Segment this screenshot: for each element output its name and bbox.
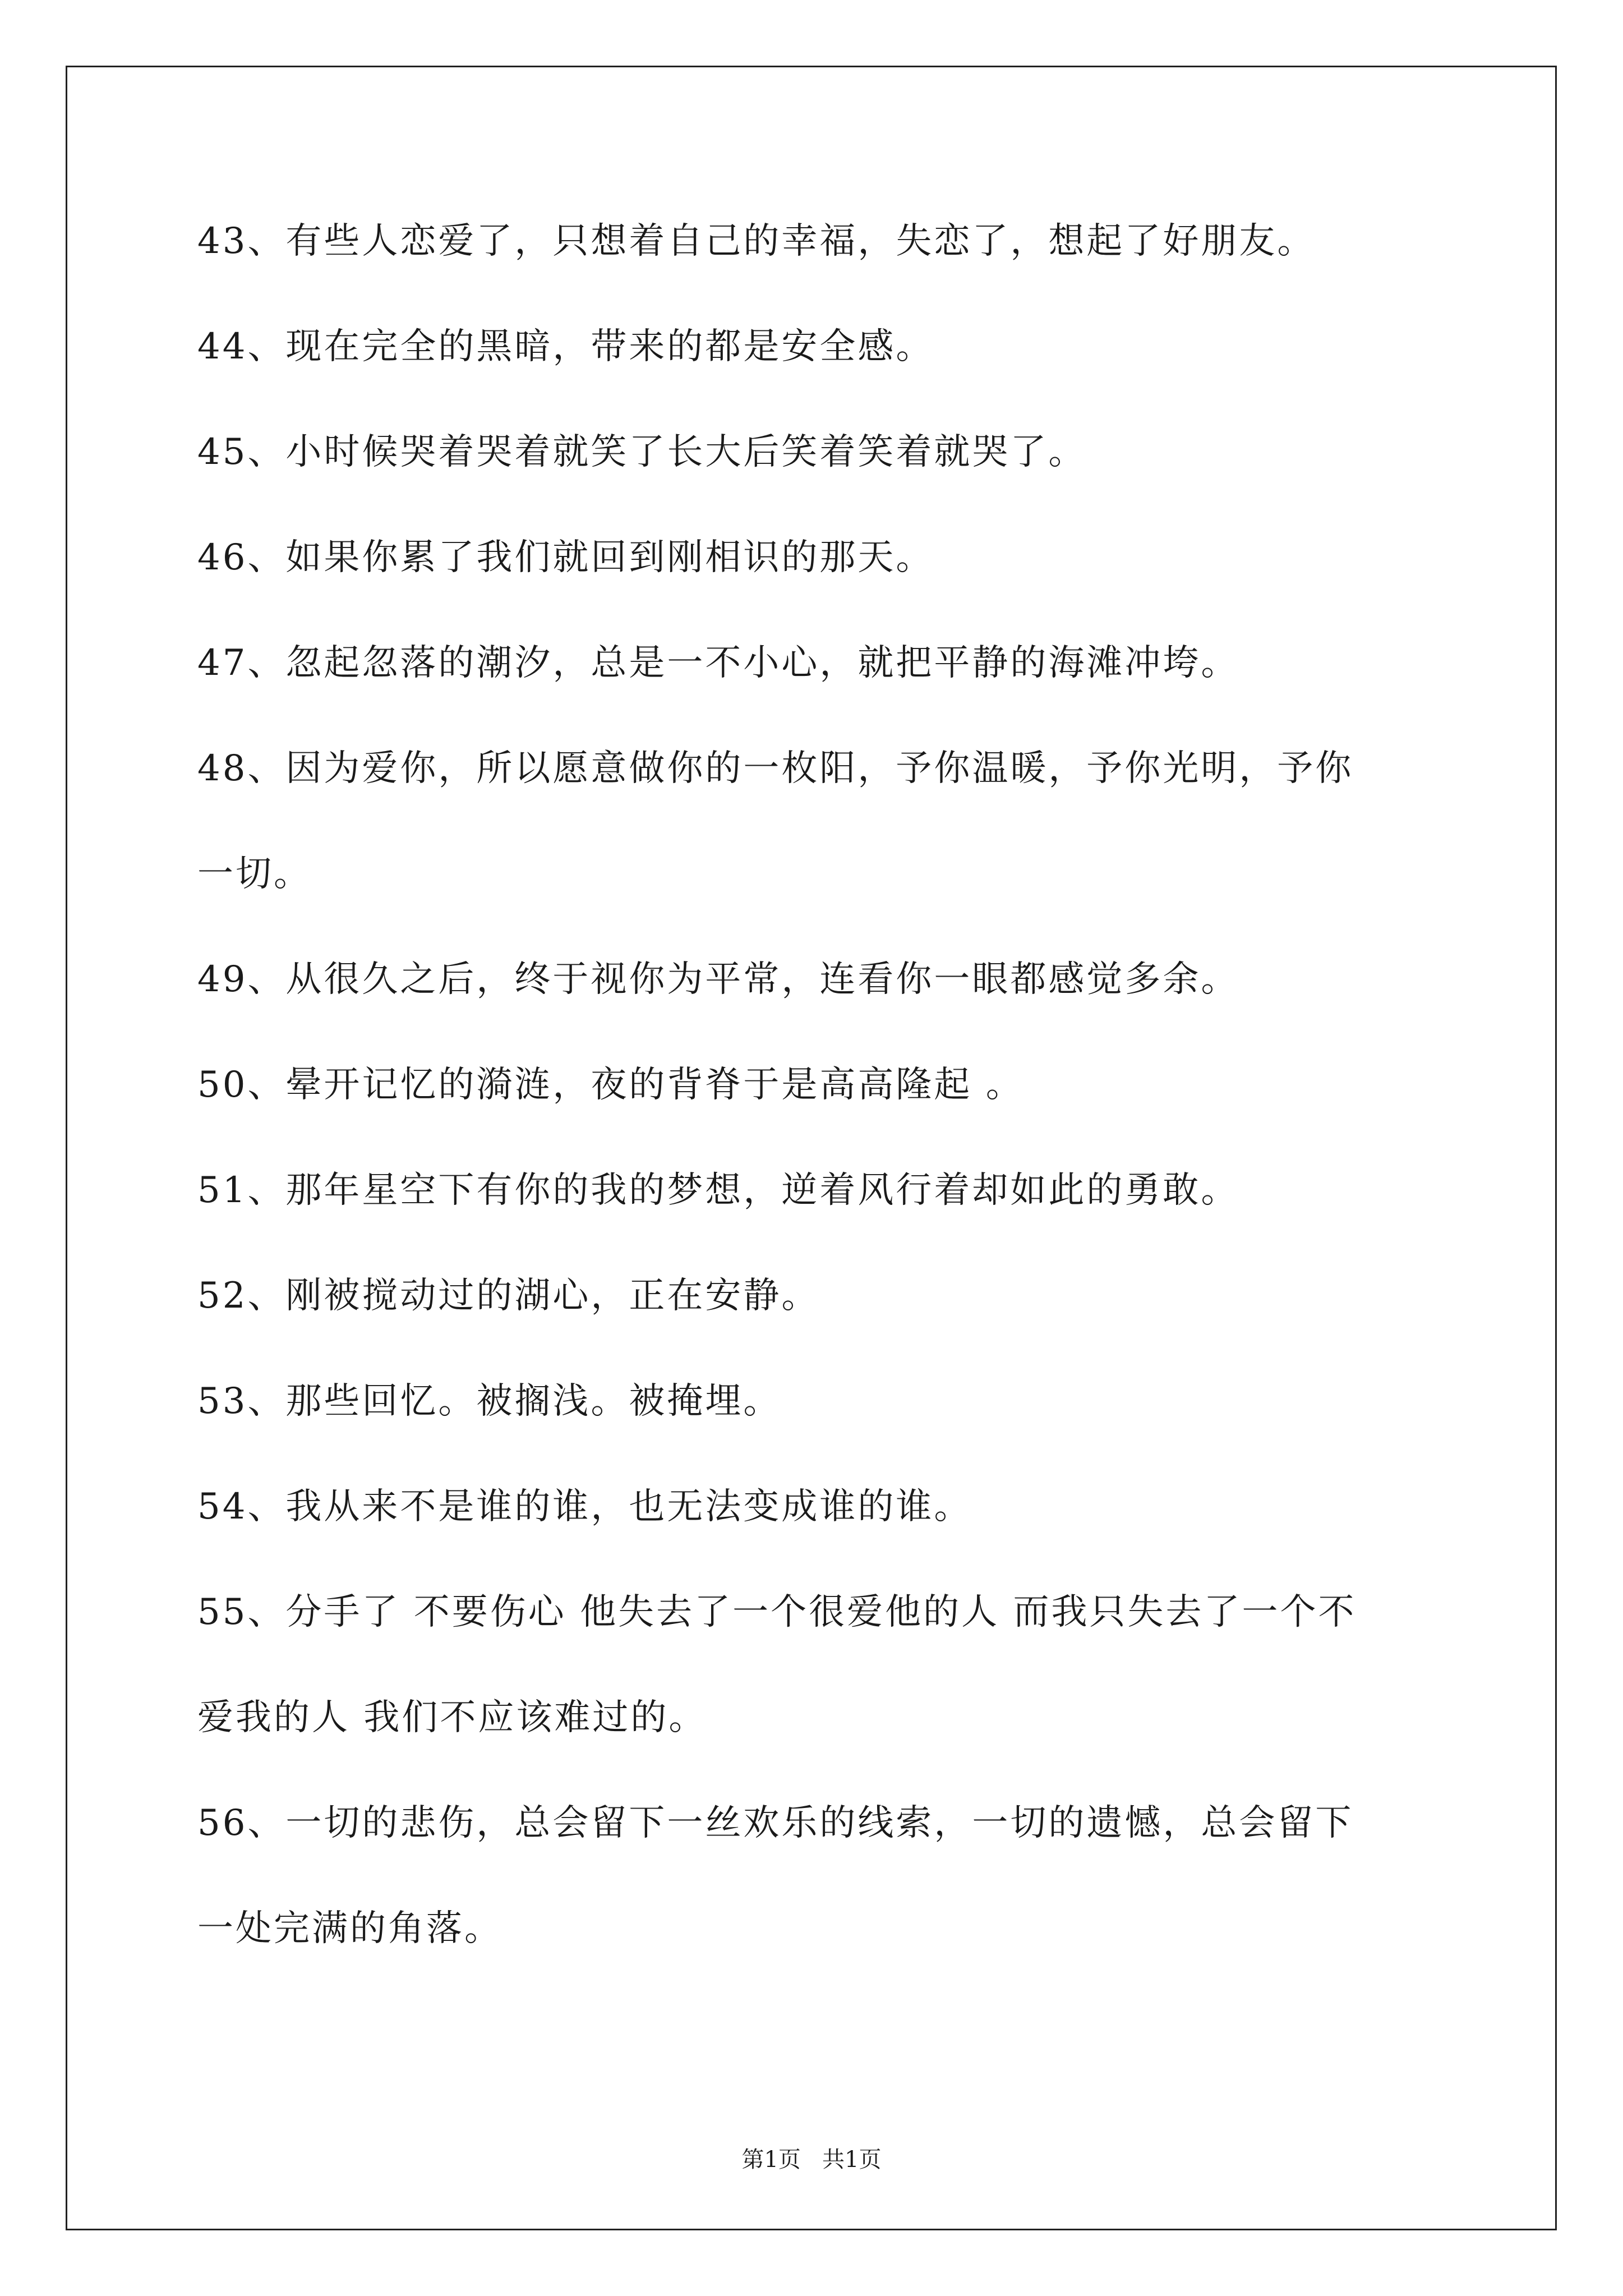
text-line-50: 50、晕开记忆的漪涟，夜的背脊于是高高隆起 。	[197, 1064, 1024, 1106]
text-line-56: 56、一切的悲伤，总会留下一丝欢乐的线索，一切的遗憾，总会留下	[197, 1802, 1354, 1844]
page-number-footer: 第1页 共1页	[741, 2147, 882, 2173]
text-line-48-cont: 一切。	[197, 853, 312, 895]
text-line-48: 48、因为爱你，所以愿意做你的一枚阳，予你温暖，予你光明，予你	[197, 748, 1354, 789]
text-line-43: 43、有些人恋爱了，只想着自己的幸福，失恋了，想起了好朋友。	[197, 220, 1316, 262]
text-line-53: 53、那些回忆。被搁浅。被掩埋。	[197, 1381, 782, 1422]
text-line-51: 51、那年星空下有你的我的梦想，逆着风行着却如此的勇敢。	[197, 1170, 1239, 1211]
text-line-45: 45、小时候哭着哭着就笑了长大后笑着笑着就哭了。	[197, 431, 1087, 473]
text-line-55: 55、分手了 不要伤心 他失去了一个很爱他的人 而我只失去了一个不	[197, 1591, 1357, 1633]
text-line-49: 49、从很久之后，终于视你为平常，连看你一眼都感觉多余。	[197, 959, 1239, 1000]
text-line-46: 46、如果你累了我们就回到刚相识的那天。	[197, 537, 934, 578]
text-line-55-cont: 爱我的人 我们不应该难过的。	[197, 1697, 707, 1738]
text-line-52: 52、刚被搅动过的湖心，正在安静。	[197, 1275, 820, 1317]
text-line-47: 47、忽起忽落的潮汐，总是一不小心，就把平静的海滩冲垮。	[197, 642, 1239, 684]
text-line-54: 54、我从来不是谁的谁，也无法变成谁的谁。	[197, 1486, 972, 1527]
text-line-56-cont: 一处完满的角落。	[197, 1908, 502, 1949]
text-line-44: 44、现在完全的黑暗，带来的都是安全感。	[197, 326, 934, 367]
